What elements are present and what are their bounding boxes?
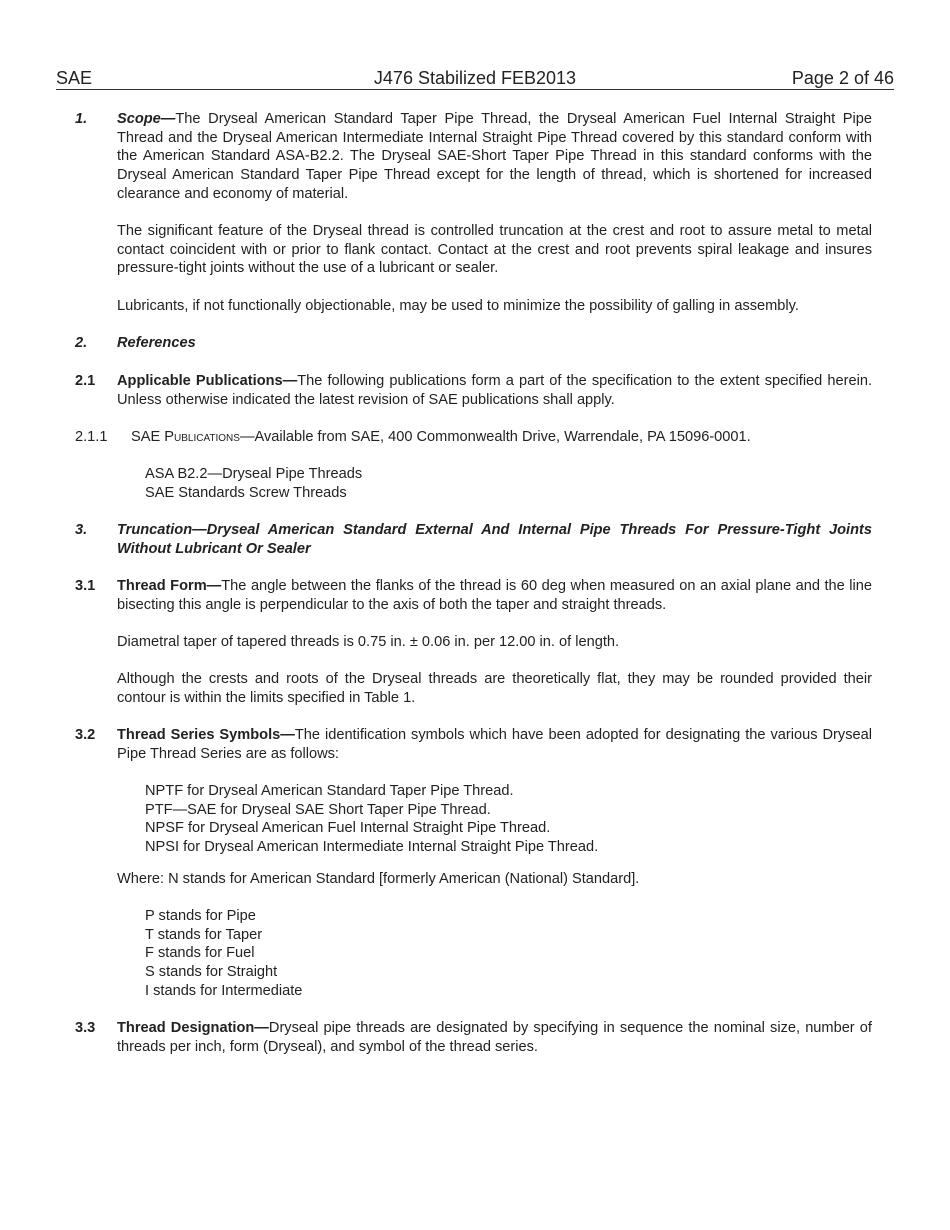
list-item: I stands for Intermediate	[145, 982, 303, 999]
section-1-title-dash: —	[160, 111, 176, 127]
section-3-2-paragraph	[117, 726, 872, 763]
publication-list	[145, 465, 362, 502]
section-2-1-1-paragraph	[131, 428, 891, 447]
thread-series-list	[145, 782, 598, 857]
list-item: NPSF for Dryseal American Fuel Internal Straight Pipe Thread.	[145, 820, 551, 837]
section-2-1-number: 2.1	[75, 373, 96, 389]
section-2-1-text: The following publications form a part of the specification to the extent specified herein. Unless otherwise indicated the latest revision of SAE publications shall apply.	[117, 373, 872, 408]
section-1-text-1: The Dryseal American Standard Taper Pipe Thread, the Dryseal American Fuel Internal Straight Pipe Thread and the Dryseal American Intermediate Internal Straight Pipe Thread covered by this standard conform with the American Standard ASA-B2.2. The Dryseal SAE-Short Taper Pipe Thread in this standard conforms with the Dryseal American Standard Taper Pipe Thread except for the length of thread, which is shortened for increased clearance and economy of material.	[117, 111, 872, 202]
list-item: P stands for Pipe	[145, 908, 256, 924]
section-3-2-title: Thread Series Symbols—	[117, 727, 295, 743]
section-2-title: References	[117, 335, 196, 351]
section-2-1-title: Applicable Publications—	[117, 373, 298, 389]
section-2-1-1-number: 2.1.1	[75, 429, 108, 445]
list-item: ASA B2.2—Dryseal Pipe Threads	[145, 466, 363, 482]
list-item: F stands for Fuel	[145, 945, 255, 962]
section-1-paragraph-3: Lubricants, if not functionally objectionable, may be used to minimize the possibility of galling in assembly.	[117, 298, 799, 314]
list-item: T stands for Taper	[145, 926, 263, 943]
section-3-1-title: Thread Form—	[117, 578, 222, 594]
section-3-1-paragraph-1	[117, 577, 872, 614]
list-item: SAE Standards Screw Threads	[145, 484, 347, 501]
section-3-1-number: 3.1	[75, 578, 96, 594]
header-doc-id: J476 Stabilized FEB2013	[373, 68, 577, 88]
section-3-3-number: 3.3	[75, 1020, 96, 1036]
list-item: S stands for Straight	[145, 964, 278, 981]
section-3-title: Truncation—Dryseal American Standard External And Internal Pipe Threads For Pressure-Tight Joints Without Lubricant Or Sealer	[117, 522, 872, 557]
section-3-2-number: 3.2	[75, 727, 96, 743]
section-2-1-1-text: —Available from SAE, 400 Commonwealth Drive, Warrendale, PA 15096-0001.	[239, 429, 751, 445]
section-3-1-text: The angle between the flanks of the thread is 60 deg when measured on an axial plane and the line bisecting this angle is perpendicular to the axis of both the taper and straight threads.	[117, 578, 872, 613]
list-item: PTF—SAE for Dryseal SAE Short Taper Pipe Thread.	[145, 801, 491, 818]
list-item: NPSI for Dryseal American Intermediate Internal Straight Pipe Thread.	[145, 839, 599, 856]
section-1-paragraph-1	[117, 110, 872, 204]
header-page-number: Page 2 of 46	[791, 68, 894, 88]
page-header	[56, 67, 894, 90]
section-1-number: 1.	[75, 111, 88, 127]
section-3-3-paragraph	[117, 1019, 872, 1056]
section-2-1-1-label-rest: ublications	[174, 429, 240, 445]
section-3-1-paragraph-2: Diametral taper of tapered threads is 0.75 in. ± 0.06 in. per 12.00 in. of length.	[117, 634, 620, 650]
section-3-3-text: Dryseal pipe threads are designated by specifying in sequence the nominal size, number of threads per inch, form (Dryseal), and symbol of the thread series.	[117, 1020, 872, 1055]
section-1-title: Scope	[117, 111, 161, 127]
list-item: NPTF for Dryseal American Standard Taper Pipe Thread.	[145, 783, 514, 799]
section-2-1-paragraph	[117, 372, 872, 409]
section-2-number: 2.	[75, 335, 88, 351]
section-2-1-1-label-initial: SAE P	[131, 429, 174, 445]
header-org: SAE	[56, 68, 93, 88]
section-3-3-title: Thread Designation—	[117, 1020, 269, 1036]
section-3-number: 3.	[75, 522, 88, 538]
symbol-meaning-list	[145, 907, 302, 1001]
section-3-1-paragraph-3: Although the crests and roots of the Dryseal threads are theoretically flat, they may be rounded provided their contour is within the limits specified in Table 1.	[117, 671, 872, 706]
section-3-2-where: Where: N stands for American Standard [formerly American (National) Standard].	[117, 871, 640, 887]
section-3-2-text: The identification symbols which have been adopted for designating the various Dryseal Pipe Thread Series are as follows:	[117, 727, 872, 762]
section-1-paragraph-2: The significant feature of the Dryseal thread is controlled truncation at the crest and root to assure metal to metal contact coincident with or prior to flank contact. Contact at the crest and root prevents spiral leakage and insures pressure-tight joints without the use of a lubricant or sealer.	[117, 223, 872, 277]
